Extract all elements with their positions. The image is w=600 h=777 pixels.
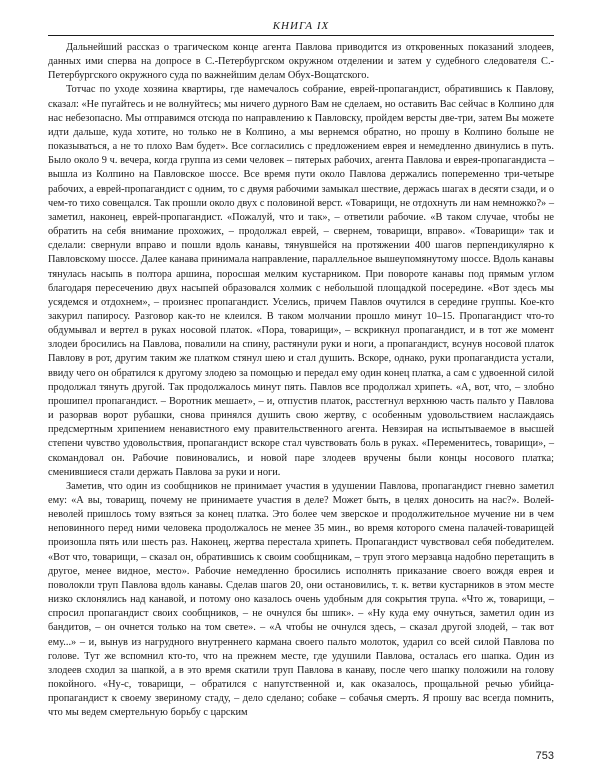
body-text bbox=[48, 41, 554, 721]
running-head: КНИГА IX bbox=[272, 20, 330, 32]
book-page bbox=[48, 18, 554, 763]
page-number: 753 bbox=[535, 750, 554, 762]
paragraph-murder-account: Тотчас по уходе хозяина квартиры, где намечалось собрание, еврей-пропагандист, обратившись к Павлову, сказал: «Не пугайтесь и не волнуйтесь; мы ничего дурного Вам не сделаем, но оставить Вас сейчас в Колпино для нас небезопасно. Мы отправимся отсюда по направлению к Павловску, пройдем версты две-три, затем Вы можете идти дальше, куда хотите, но только не в Колпино, а мы вернемся обратно, но прошу в Колпино больше не показываться, а не то плохо Вам будет». Все согласились с предложением еврея и немедленно двинулись в путь. Было около 9 ч. вечера, когда группа из семи человек – пятерых рабочих, агента Павлова и еврея-пропагандиста – вышла из Колпино на Павловское шоссе. Все время пути около Павлова держались попеременно три-четыре рабочих, а еврей-пропагандист с одним, то с двумя рабочими замыкал шествие, держась шагах в десяти сзади, и о чем-то тихо совещался. Так прошли около двух с половиной верст. «Товарищи, не отдохнуть ли нам немножко?» – заметил, наконец, еврей-пропагандист. «Пожалуй, что и так», – ответили рабочие. «В таком случае, чтобы не обратить на себя внимание прохожих, – продолжал еврей, – свернем, товарищи, вправо». «Товарищи» так и сделали: свернули вправо и пошли вдоль канавы, тянувшейся на протяжении 400 шагов перпендикулярно к Павловскому шоссе. Далее канава принимала направление, параллельное вышеупомянутому шоссе. Вдоль канавы тянулась насыпь в полтора аршина, поросшая мелким кустарником. При повороте канавы под прямым углом благодаря пересечению двух насыпей образовался холмик с небольшой площадкой посередине. «Вот здесь мы усядемся и отдохнем», – произнес пропагандист. Уселись, причем Павлов очутился в середине группы. Кое-кто закурил папиросу. Разговор как-то не клеился. В таком молчании прошло минут 10–15. Пропагандист что-то обдумывал и вертел в руках носовой платок. «Пора, товарищи», – вскрикнул пропагандист, и в тот же момент злодеи бросились на Павлова, повалили на спину, растянули руки и ноги, а пропагандист, всунув носовой платок Павлову в рот, другим таким же платком стянул шею и стал душить. Вскоре, однако, руки пропагандиста устали, ввиду чего он обратился к другому злодею за помощью и передал ему один конец платка, а сам с удвоенной силой продолжал тянуть другой. Так продолжалось минут пять. Павлов все продолжал хрипеть. «А, вот, что, – злобно прошипел пропагандист. – Воротник мешает», – и, отпустив платок, расстегнул верхнюю часть пальто у Павлова и разорвав ворот рубашки, снова принялся душить свою жертву, с особенным удовольствием наслаждаясь предсмертным хрипением ненавистного ему правительственного агента. Невзирая на испытываемое в высшей степени чувство удовольствия, пропагандист вскоре стал чувствовать боль в руках. «Переменитесь, товарищи», – скомандовал он. Рабочие повиновались, и новой паре злодеев вручены были концы носового платка; сменившиеся стали держать Павлова за руки и ноги. bbox=[48, 84, 554, 478]
header-rule bbox=[48, 35, 554, 36]
paragraph-intro: Дальнейший рассказ о трагическом конце агента Павлова приводится из откровенных показаний злодеев, данных ими сперва на допросе в С.-Петербургском окружном отделении и затем у судебного следователя С.-Петербургского окружного суда по важнейшим делам Обух-Вощатского. bbox=[48, 42, 554, 82]
paragraph-aftermath: Заметив, что один из сообщников не принимает участия в удушении Павлова, пропагандист гневно заметил ему: «А вы, товарищ, почему не принимаете участия в деле? Может быть, в целях доносить на нас?». Волей-неволей пришлось тому взяться за конец платка. Это более чем зверское и продолжительное мучение ни в чем неповинного перед ними человека продолжалось не менее 35 мин., во время которого смена палачей-товарищей произошла пять или шесть раз. Наконец, жертва перестала хрипеть. Пропагандист чувствовал себя победителем. «Вот что, товарищи, – сказал он, обратившись к своим сообщникам, – труп этого мерзавца надобно перетащить в другое, менее видное, место». Рабочие немедленно бросились исполнять приказание своего вождя еврея и поволокли труп Павлова вдоль канавы. Сделав шагов 20, они остановились, т. к. ветви кустарников в этом месте низко склонялись над канавой, и потому оно казалось очень удобным для сокрытия трупа. «Что ж, товарищи, – спросил пропагандист своих сообщников, – не очнулся бы шпик». – «Ну куда ему очнуться, заметил один из бандитов, – он очнется только на том свете». – «А чтобы не очнулся здесь, – сказал другой злодей, – так вот ему...» – и, вынув из нагрудного внутреннего кармана своего пальто молоток, ударил со всей силой Павлова по голове. Тут же вспомнил кто-то, что на прежнем месте, где удушили Павлова, осталась его шапка. Один из злодеев сходил за шапкой, а в это время скатили труп Павлова в канаву, после чего шапку положили на голову покойного. «Ну-с, товарищи, – обратился с напутственной и, как оказалось, прощальной речью убийца-пропагандист к своему звериному стаду, – дело сделано; собаке – собачья смерть. Я прошу вас всегда помнить, что мы ведем смертельную борьбу с царским bbox=[48, 480, 554, 719]
